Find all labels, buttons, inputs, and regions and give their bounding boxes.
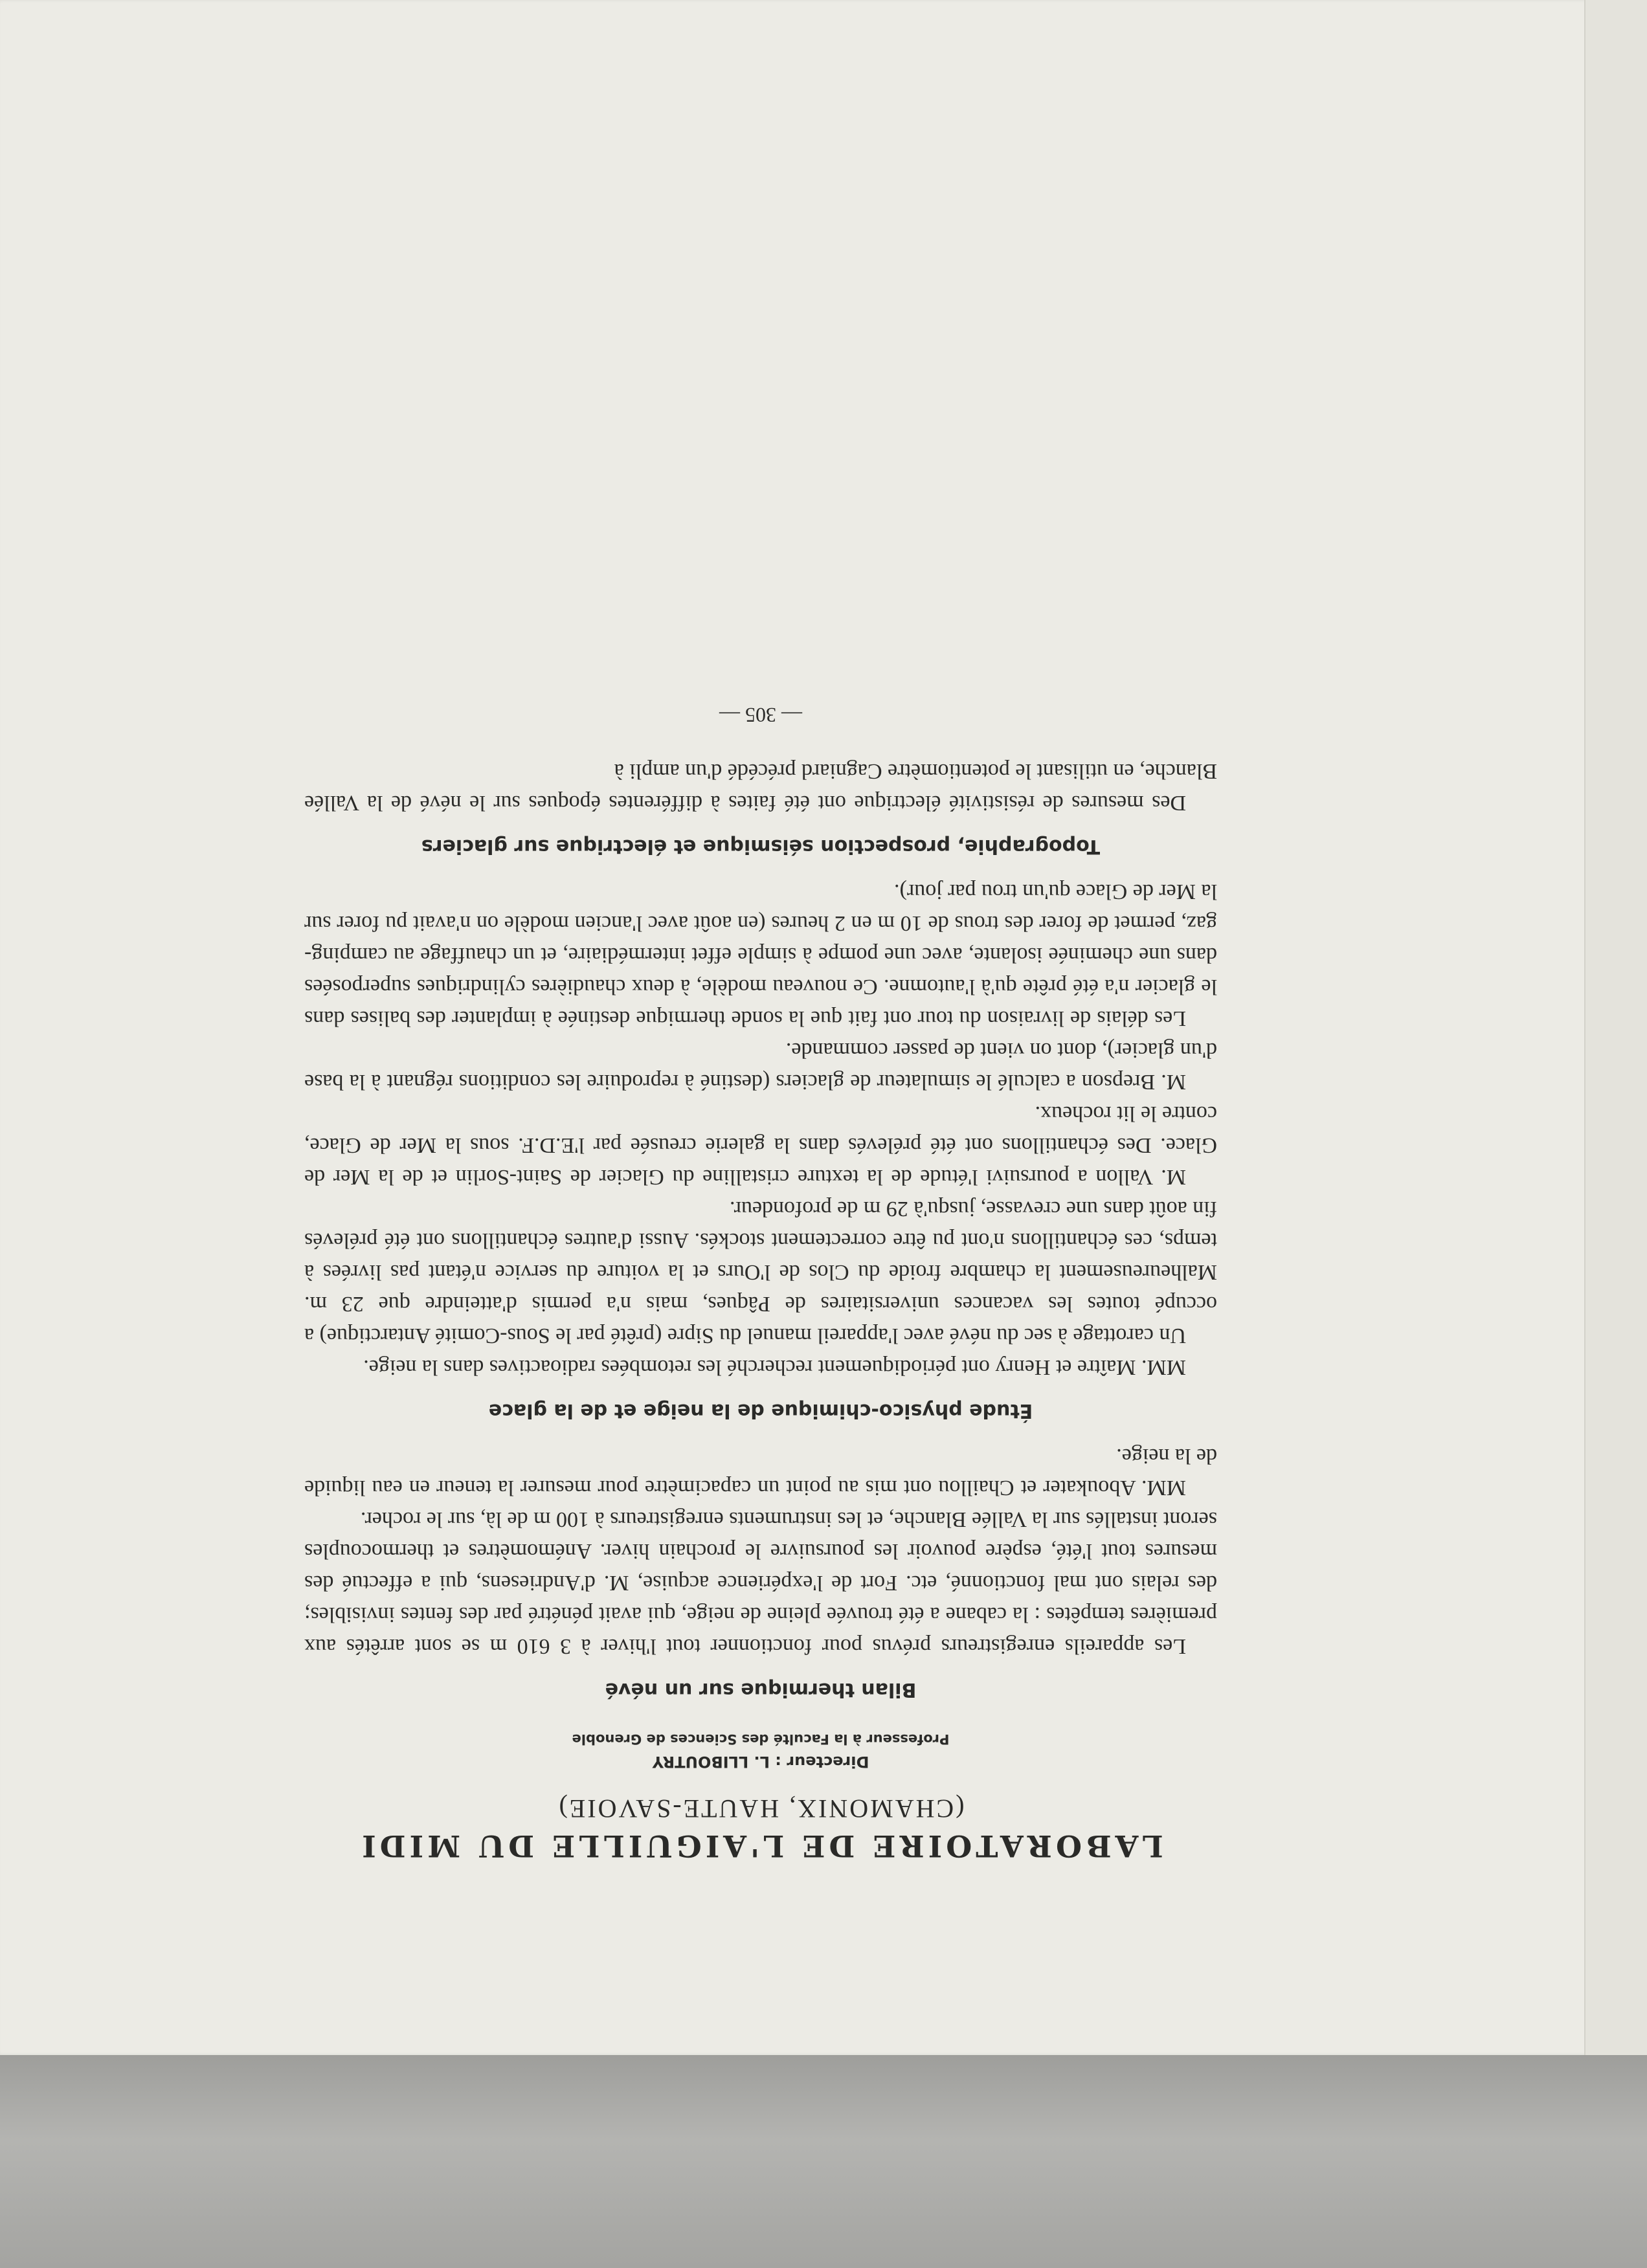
- paragraph: M. Vallon a poursuivi l'étude de la texture cristalline du Glacier de Saint-Sorlin et de la Mer de Glace. Des échantillons ont été prélevés dans la galerie creusée par l'E.D.F. sous la Mer de Glace, contre le lit rocheux.: [304, 1102, 1217, 1189]
- paragraph: Des mesures de résistivité électrique ont été faites à différentes époques sur le névé de la Vallée Blanche, en utilisant le potentiomètre Cagniard précédé d'un ampli à: [304, 759, 1217, 815]
- scan-edge: [1584, 0, 1647, 2055]
- paragraph: Les appareils enregistreurs prévus pour fonctionner tout l'hiver à 3 610 m se sont arrêtés aux premières tempêtes : la cabane a été trouvée pleine de neige, qui avait pénétré par des fentes invisibles; des relais ont mal fonctionné, etc. Fort de l'expérience acquise, M. d'Andriesens, qui a effectué des mesures tout l'été, espère pouvoir les poursuivre le prochain hiver. Anémomètres et thermocouples seront installés sur la Vallée Blanche, et les instruments enregistreurs à 100 m de là, sur le rocher.: [304, 1507, 1217, 1658]
- paragraph: M. Brepson a calculé le simulateur de glaciers (destiné à reproduire les conditions régnant à la base d'un glacier), dont on vient de passer commande.: [304, 1038, 1217, 1094]
- page-title: LABORATOIRE DE L'AIGUILLE DU MIDI: [358, 1829, 1163, 1863]
- scanner-background: [0, 2055, 1647, 2268]
- page-number: — 305 —: [719, 704, 802, 727]
- paragraph: MM. Maître et Henry ont périodiquement recherché les retombées radioactives dans la neige.: [363, 1355, 1186, 1379]
- paragraph: MM. Aboukater et Chaillou ont mis au point un capacimètre pour mesurer la teneur en eau liquide de la neige.: [304, 1444, 1217, 1500]
- director-line: Directeur : L. LLIBOUTRY: [652, 1753, 869, 1771]
- document-text-upside-down: [304, 194, 1217, 1864]
- section-heading-topographie: Topographie, prospection séismique et électrique sur glaciers: [421, 835, 1101, 858]
- affiliation-line: Professeur à la Faculté des Sciences de Grenoble: [572, 1731, 950, 1747]
- paragraph: Un carottage à sec du névé avec l'appareil manuel du Sipre (prêté par le Sous-Comité Antarctique) a occupé toutes les vacances universitaires de Pâques, mais n'a permis d'atteindre que 23 m. Malheureusement la chambre froide du Clos de l'Ours et la voiture du service n'étant pas livrées à temps, ces échantillons n'ont pu être correctement stockés. Aussi d'autres échantillons ont été prélevés fin août dans une crevasse, jusqu'à 29 m de profondeur.: [304, 1197, 1217, 1348]
- page-subtitle: (CHAMONIX, HAUTE-SAVOIE): [557, 1794, 965, 1823]
- paragraph: Les délais de livraison du tour ont fait que la sonde thermique destinée à implanter des balises dans le glacier n'a été prête qu'à l'automne. Ce nouveau modèle, à deux chaudières cylindriques superposées dans une cheminée isolante, avec une pompe à simple effet intermédiaire, et un chauffage au camping-gaz, permet de forer des trous de 10 m en 2 heures (en août avec l'ancien modèle on n'avait pu forer sur la Mer de Glace qu'un trou par jour).: [304, 880, 1217, 1030]
- section-heading-bilan: Bilan thermique sur un névé: [605, 1678, 917, 1701]
- section-heading-etude: Étude physico-chimique de la neige et de la glace: [488, 1399, 1033, 1422]
